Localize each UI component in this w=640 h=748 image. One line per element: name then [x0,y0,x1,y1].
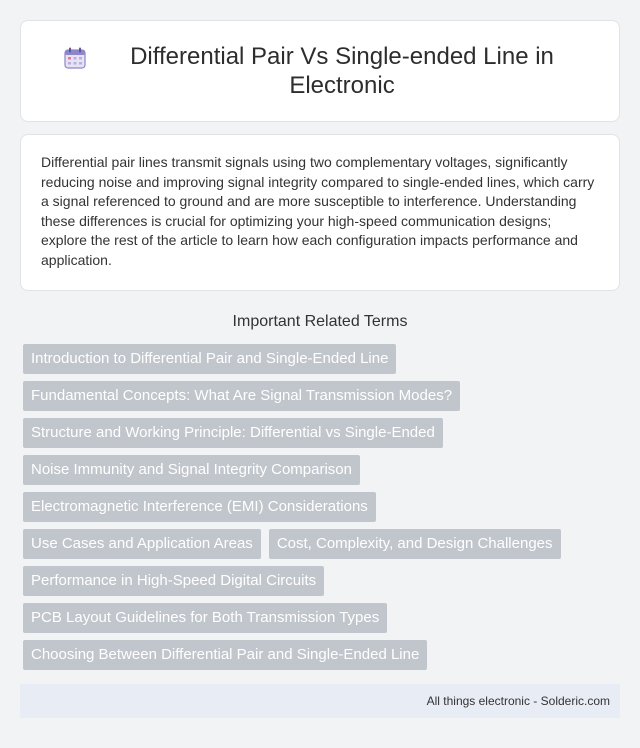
term-tag[interactable]: PCB Layout Guidelines for Both Transmission Types [23,603,387,633]
term-row [23,640,623,670]
term-row [23,381,623,411]
term-tag[interactable]: Cost, Complexity, and Design Challenges [269,529,561,559]
related-terms-heading: Important Related Terms [232,313,408,330]
intro-card [20,134,620,291]
term-tag[interactable]: Performance in High-Speed Digital Circuits [23,566,324,596]
term-row [23,418,623,448]
term-tag[interactable]: Electromagnetic Interference (EMI) Considerations [23,492,376,522]
term-tag[interactable]: Fundamental Concepts: What Are Signal Transmission Modes? [23,381,460,411]
term-row [23,529,623,559]
calendar-icon [63,46,87,70]
term-row [23,492,623,522]
term-tag[interactable]: Choosing Between Differential Pair and Single-Ended Line [23,640,427,670]
term-tag[interactable]: Use Cases and Application Areas [23,529,261,559]
footer: All things electronic - Solderic.com [20,684,620,718]
intro-text: Differential pair lines transmit signals using two complementary voltages, significantly reducing noise and improving signal integrity compared to single-ended lines, which carry a signal referenced to ground and are more susceptible to interference. Understanding these differences is crucial for optimizing your high-speed communication designs; explore the rest of the article to learn how each configuration impacts performance and application. [41,154,595,268]
page-title: Differential Pair Vs Single-ended Line in Electronic [130,43,554,99]
term-row [23,344,623,374]
term-row [23,455,623,485]
title-card [20,20,620,122]
term-tag[interactable]: Noise Immunity and Signal Integrity Comparison [23,455,360,485]
term-row [23,566,623,596]
term-tag[interactable]: Structure and Working Principle: Differential vs Single-Ended [23,418,443,448]
term-row [23,603,623,633]
term-tag[interactable]: Introduction to Differential Pair and Single-Ended Line [23,344,396,374]
title-wrap [51,42,589,100]
related-terms-list [23,344,623,670]
